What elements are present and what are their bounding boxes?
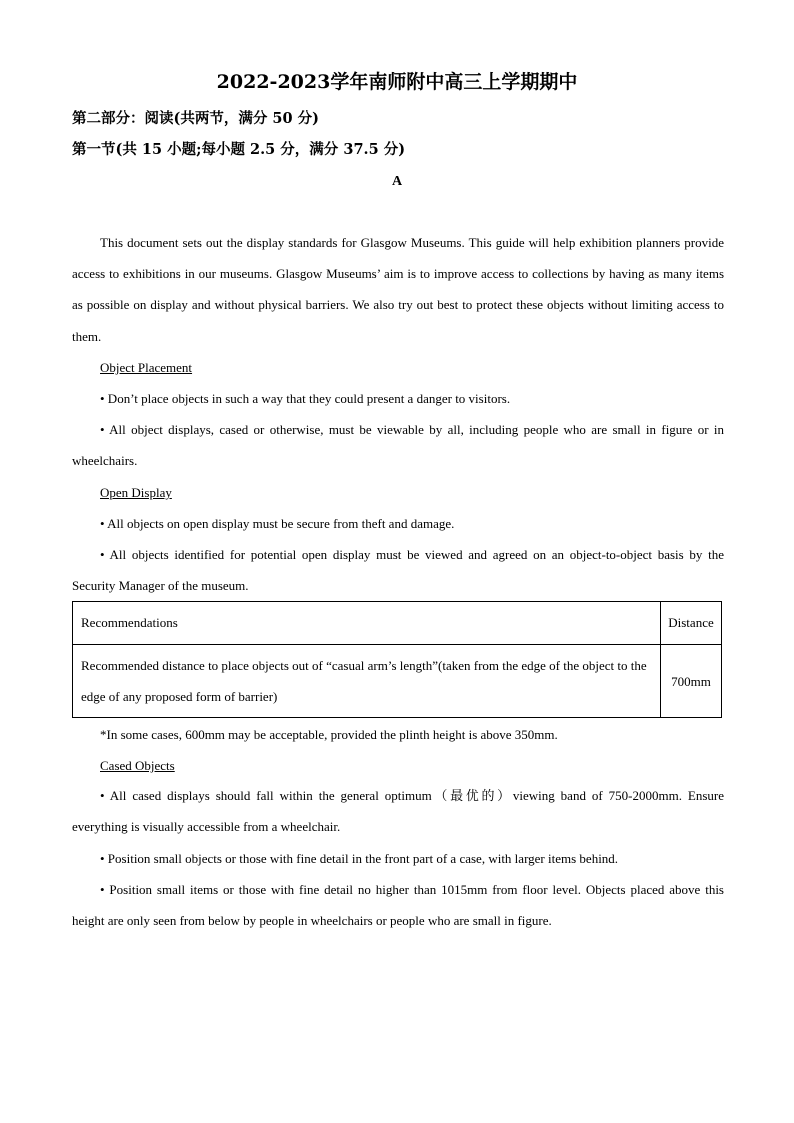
- table-header-distance: Distance: [661, 602, 722, 645]
- cased-objects-bullet-3: • Position small items or those with fine detail no higher than 1015mm from floor level. Objects placed above this height are only seen from below by people in wheelchairs or people who are small in figure.: [72, 882, 724, 929]
- open-display-bullet-1: • All objects on open display must be secure from theft and damage.: [100, 516, 455, 531]
- exam-title: 2022-2023学年南师附中高三上学期期中: [216, 71, 578, 93]
- table-row: [73, 645, 722, 718]
- cased-objects-heading: Cased Objects: [100, 758, 175, 773]
- intro-paragraph: This document sets out the display standards for Glasgow Museums. This guide will help exhibition planners provide access to exhibitions in our museums. Glasgow Museums’ aim is to improve access to collections by having as many items as possible on display and without physical barriers. We also try out best to protect these objects without limiting access to them.: [72, 235, 724, 344]
- open-display-heading: Open Display: [100, 485, 172, 500]
- table-cell-recommendation: Recommended distance to place objects out of “casual arm’s length”(taken from the edge of the object to the edge of any proposed form of barrier): [73, 645, 661, 718]
- cased-objects-bullet-1: • All cased displays should fall within the general optimum（最优的）viewing band of 750-2000mm. Ensure everything is visually accessible from a wheelchair.: [72, 788, 724, 835]
- table-header-recommendations: Recommendations: [73, 602, 661, 645]
- table-note: *In some cases, 600mm may be acceptable, provided the plinth height is above 350mm.: [100, 727, 558, 742]
- object-placement-bullet-2: • All object displays, cased or otherwise, must be viewable by all, including people who are small in figure or in wheelchairs.: [72, 422, 724, 469]
- section-heading: 第一节(共 15 小题;每小题 2.5 分，满分 37.5 分): [72, 141, 406, 158]
- passage-label: A: [391, 174, 403, 189]
- cased-objects-bullet-2: • Position small objects or those with fine detail in the front part of a case, with larger items behind.: [100, 851, 619, 866]
- table-cell-distance: 700mm: [661, 645, 722, 718]
- recommendations-table: [72, 601, 722, 718]
- object-placement-heading: Object Placement: [100, 360, 193, 375]
- open-display-bullet-2: • All objects identified for potential open display must be viewed and agreed on an object-to-object basis by the Security Manager of the museum.: [72, 547, 724, 594]
- part-heading: 第二部分：阅读(共两节，满分 50 分): [72, 110, 319, 127]
- object-placement-bullet-1: • Don’t place objects in such a way that they could present a danger to visitors.: [100, 391, 511, 406]
- table-header-row: [73, 602, 722, 645]
